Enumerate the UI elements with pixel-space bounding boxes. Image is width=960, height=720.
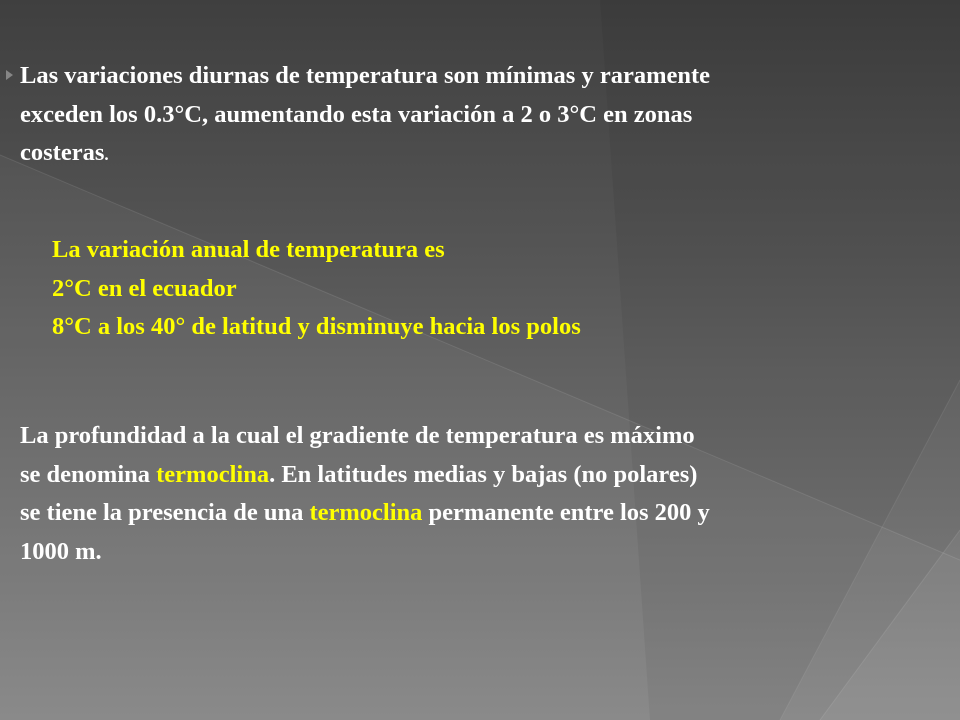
paragraph3-line-3 <box>20 494 940 533</box>
paragraph3-line-2-pre: se denomina <box>20 460 157 488</box>
paragraph1-line-1: Las variaciones diurnas de temperatura son mínimas y raramente <box>20 62 711 89</box>
paragraph3-line-1: La profundidad a la cual el gradiente de temperatura es máximo <box>20 422 695 449</box>
paragraph2-line-2: 2°C en el ecuador <box>52 274 237 302</box>
paragraph2-line-3: 8°C a los 40° de latitud y disminuye hacia los polos <box>52 313 581 340</box>
paragraph1-end-period: . <box>104 145 109 164</box>
paragraph1-line-3 <box>20 134 940 175</box>
paragraph3-line-2 <box>20 456 940 495</box>
paragraph1-line-3-text: costeras <box>20 139 105 166</box>
paragraph-annual-variation <box>52 231 932 347</box>
paragraph1-line-2: exceden los 0.3°C, aumentando esta variación a 2 o 3°C en zonas <box>20 100 693 128</box>
thermocline-highlight-1: termoclina <box>156 460 270 488</box>
paragraph3-line-4: 1000 m. <box>20 537 102 565</box>
paragraph-diurnal-variation <box>20 57 940 175</box>
thermocline-highlight-2: termoclina <box>309 499 423 526</box>
paragraph-thermocline <box>20 417 940 571</box>
paragraph3-line-3-pre: se tiene la presencia de una <box>20 499 310 526</box>
paragraph3-line-3-post: permanente entre los 200 y <box>422 499 710 526</box>
paragraph3-line-2-post: . En latitudes medias y bajas (no polares) <box>269 460 698 488</box>
paragraph2-line-1: La variación anual de temperatura es <box>52 236 445 263</box>
